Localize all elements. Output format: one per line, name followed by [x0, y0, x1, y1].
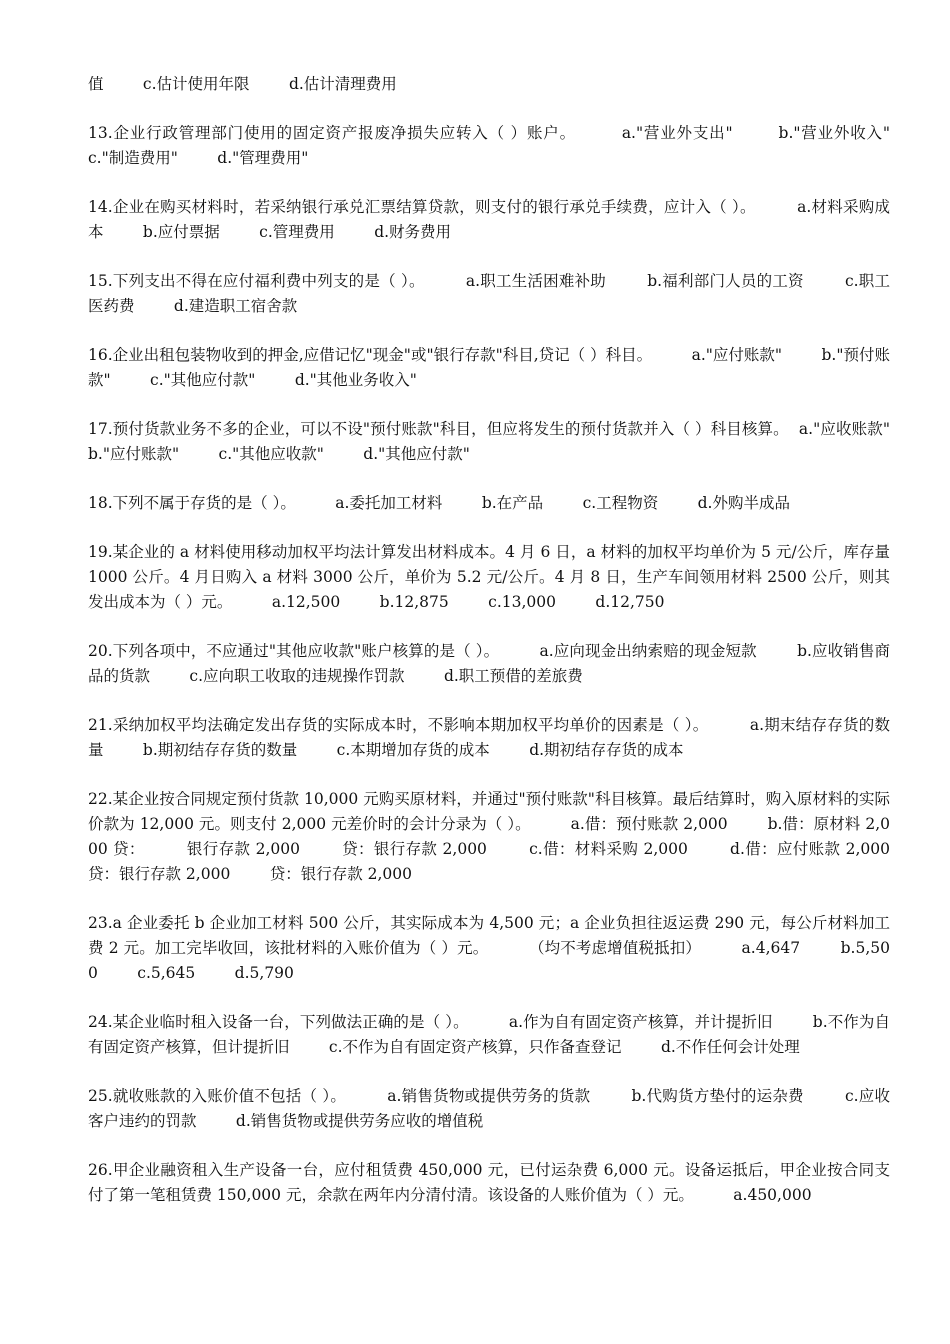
question-19: 19.某企业的 a 材料使用移动加权平均法计算发出材料成本。4 月 6 日，a 材料的加权平均单价为 5 元/公斤，库存量 1000 公斤。4 月日购入 a 材料 3000 公斤，单价为 5.2 元/公斤。4 月 8 日，生产车间领用材料 2500 公斤，则其发出成本为（ ）元。 a.12,500 b.12,875 c.13,000 d.12,750 [88, 543, 895, 611]
question-20: 20.下列各项中，不应通过"其他应收款"账户核算的是（ ）。 a.应向现金出纳索赔的现金短款 b.应收销售商品的货款 c.应向职工收取的违规操作罚款 d.职工预借的差旅费 [88, 642, 890, 685]
question-26: 26.甲企业融资租入生产设备一台，应付租赁费 450,000 元，已付运杂费 6,000 元。设备运抵后，甲企业按合同支付了第一笔租赁费 150,000 元，余款在两年内分清付清。该设备的人账价值为（ ）元。 a.450,000 [88, 1161, 890, 1204]
question-16: 16.企业出租包装物收到的押金,应借记忆"现金"或"银行存款"科目,贷记（ ）科目。 a."应付账款" b."预付账款" c."其他应付款" d."其他业务收入" [88, 346, 890, 389]
question-13: 13.企业行政管理部门使用的固定资产报废净损失应转入（ ）账户。 a."营业外支出" b."营业外收入" c."制造费用" d."管理费用" [88, 124, 930, 167]
question-18: 18.下列不属于存货的是（ ）。 a.委托加工材料 b.在产品 c.工程物资 d.外购半成品 [88, 494, 790, 512]
question-14: 14.企业在购买材料时，若采纳银行承兑汇票结算贷款，则支付的银行承兑手续费，应计入（ ）。 a.材料采购成本 b.应付票据 c.管理费用 d.财务费用 [88, 198, 890, 241]
question-23: 23.a 企业委托 b 企业加工材料 500 公斤，其实际成本为 4,500 元；a 企业负担往返运费 290 元，每公斤材料加工费 2 元。加工完毕收回，该批材料的入账价值为（ ）元。 （均不考虑增值税抵扣） a.4,647 b.5,500 c.5,645 d.5,790 [88, 914, 890, 982]
document-page [88, 72, 930, 1232]
question-21: 21.采纳加权平均法确定发出存货的实际成本时，不影响本期加权平均单价的因素是（ ）。 a.期末结存存货的数量 b.期初结存存货的数量 c.本期增加存货的成本 d.期初结存存货的成本 [88, 716, 890, 759]
question-15: 15.下列支出不得在应付福利费中列支的是（ ）。 a.职工生活困难补助 b.福利部门人员的工资 c.职工医药费 d.建造职工宿舍款 [88, 272, 890, 315]
question-25: 25.就收账款的入账价值不包括（ ）。 a.销售货物或提供劳务的货款 b.代购货方垫付的运杂费 c.应收客户违约的罚款 d.销售货物或提供劳务应收的增值税 [88, 1087, 890, 1130]
question-17: 17.预付货款业务不多的企业，可以不设"预付账款"科目，但应将发生的预付货款并入（ ）科目核算。 a."应收账款" b."应付账款" c."其他应收款" d."其他应付款" [88, 420, 930, 463]
question-22: 22.某企业按合同规定预付货款 10,000 元购买原材料，并通过"预付账款"科目核算。最后结算时，购入原材料的实际价款为 12,000 元。则支付 2,000 元差价时的会计分录为（ ）。 a.借：预付账款 2,000 b.借：原材料 2,000 贷： 银行存款 2,000 贷：银行存款 2,000 c.借：材料采购 2,000 d.借：应付账款 2,000 贷：银行存款 2,000 贷：银行存款 2,000 [88, 790, 930, 883]
question-24: 24.某企业临时租入设备一台，下列做法正确的是（ ）。 a.作为自有固定资产核算，并计提折旧 b.不作为自有固定资产核算，但计提折旧 c.不作为自有固定资产核算，只作备查登记 d.不作任何会计处理 [88, 1013, 890, 1056]
question-12-continuation: 值 c.估计使用年限 d.估计清理费用 [88, 75, 397, 93]
